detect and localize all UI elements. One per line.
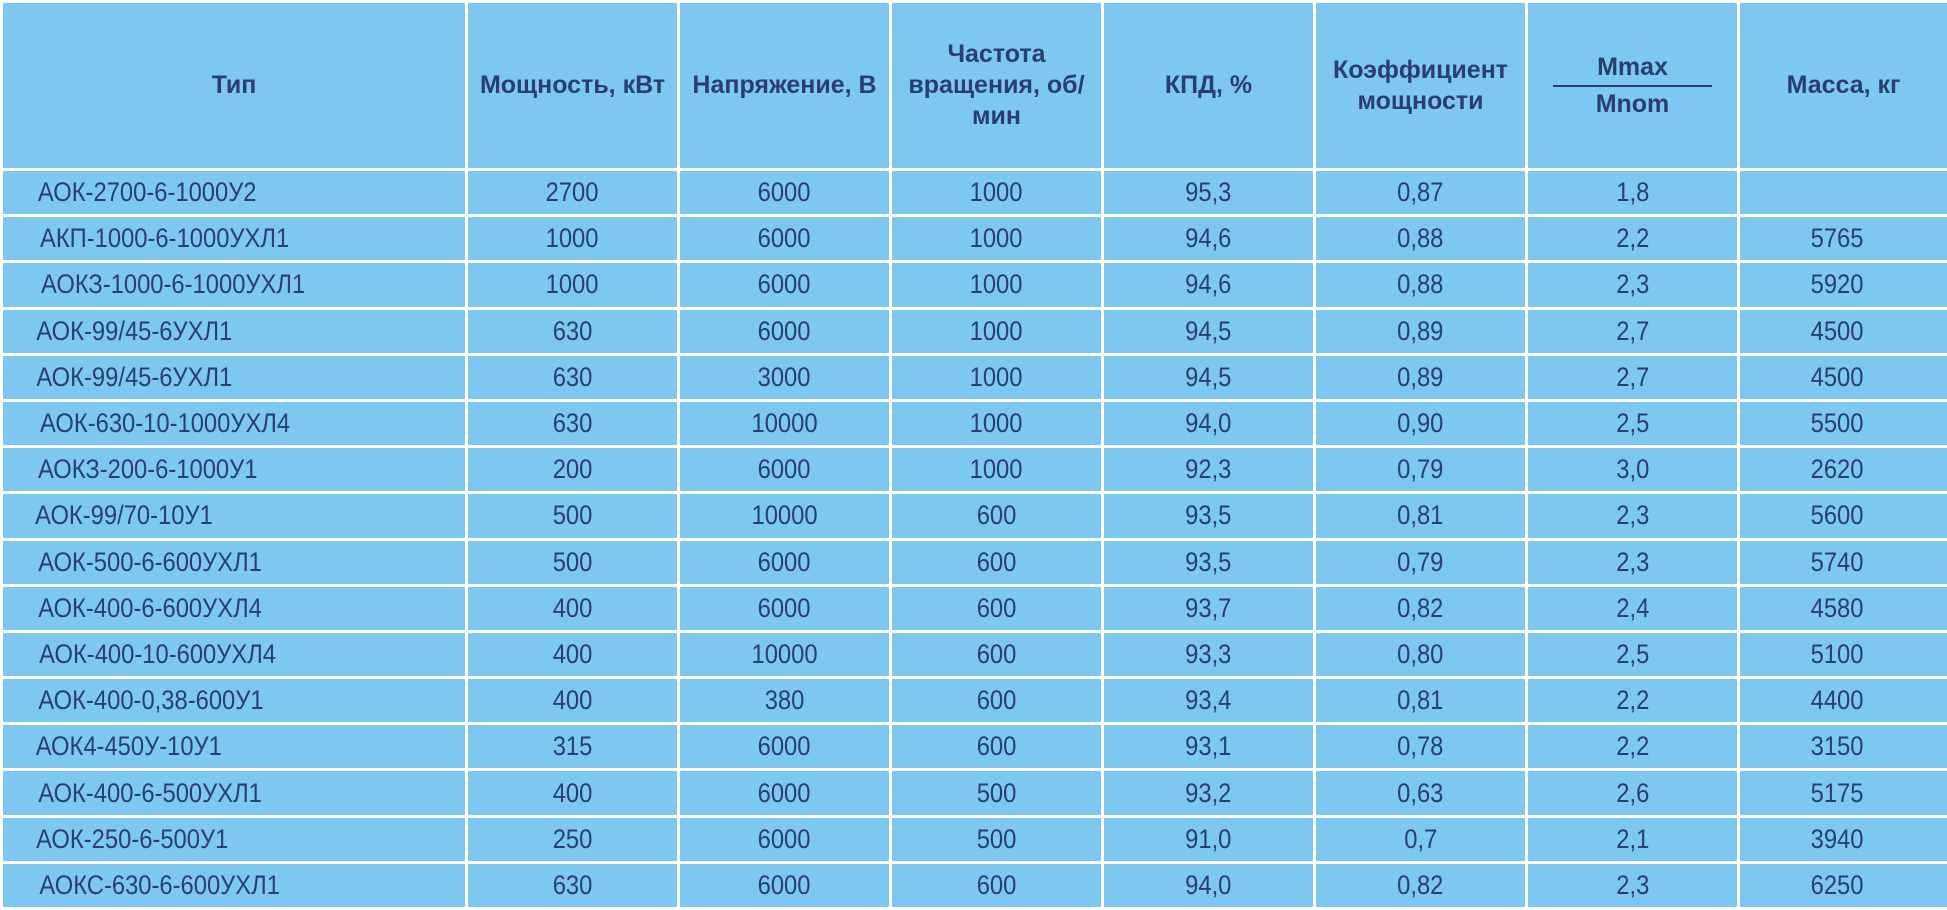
cell-torque-ratio-text: 2,5 <box>1615 408 1650 439</box>
cell-power-factor <box>1315 724 1527 770</box>
cell-voltage <box>679 585 891 631</box>
cell-type <box>2 816 467 862</box>
cell-power <box>467 262 679 308</box>
cell-type <box>2 493 467 539</box>
cell-type-text: АОКЗ-200-6-1000У1 <box>37 454 258 485</box>
cell-torque-ratio <box>1527 724 1739 770</box>
cell-speed-text: 500 <box>976 823 1017 854</box>
cell-power-factor <box>1315 216 1527 262</box>
cell-power-factor-text: 0,82 <box>1397 869 1444 900</box>
cell-speed <box>891 262 1103 308</box>
cell-type <box>2 308 467 354</box>
cell-voltage <box>679 308 891 354</box>
cell-speed-text: 600 <box>976 546 1017 577</box>
cell-torque-ratio-text: 2,7 <box>1615 315 1650 346</box>
cell-efficiency-text: 94,0 <box>1185 408 1232 439</box>
cell-power <box>467 354 679 400</box>
cell-type-text: АОК-400-6-500УХЛ1 <box>38 777 262 808</box>
table-row <box>2 354 1947 400</box>
cell-voltage-text: 10000 <box>751 408 818 439</box>
cell-speed <box>891 631 1103 677</box>
cell-type <box>2 216 467 262</box>
cell-speed <box>891 816 1103 862</box>
cell-voltage-text: 3000 <box>758 361 811 392</box>
cell-power-factor <box>1315 678 1527 724</box>
cell-torque-ratio <box>1527 816 1739 862</box>
cell-voltage <box>679 262 891 308</box>
cell-mass-text: 4400 <box>1810 685 1864 716</box>
cell-type-text: АОК-400-6-600УХЛ4 <box>38 592 262 623</box>
cell-efficiency-text: 93,1 <box>1185 731 1232 762</box>
cell-torque-ratio-text: 1,8 <box>1615 177 1650 208</box>
cell-type-text: АОК-99/45-6УХЛ1 <box>36 315 233 346</box>
cell-voltage <box>679 400 891 446</box>
cell-speed-text: 1000 <box>970 408 1023 439</box>
cell-torque-ratio <box>1527 447 1739 493</box>
cell-efficiency <box>1103 354 1315 400</box>
table-row <box>2 262 1947 308</box>
cell-voltage <box>679 862 891 908</box>
cell-voltage-text: 6000 <box>758 223 811 254</box>
cell-efficiency-text: 93,2 <box>1185 777 1232 808</box>
cell-power-text: 250 <box>552 823 593 854</box>
cell-speed-text: 600 <box>976 731 1017 762</box>
cell-efficiency <box>1103 585 1315 631</box>
cell-speed <box>891 862 1103 908</box>
cell-power <box>467 216 679 262</box>
cell-speed <box>891 400 1103 446</box>
cell-voltage-text: 6000 <box>758 315 811 346</box>
table-row <box>2 308 1947 354</box>
cell-mass <box>1739 862 1947 908</box>
cell-mass <box>1739 400 1947 446</box>
cell-voltage-text: 6000 <box>758 823 811 854</box>
table-header <box>2 2 1947 170</box>
cell-power-factor-text: 0,81 <box>1397 500 1444 531</box>
cell-type-text: АОК-630-10-1000УХЛ4 <box>40 408 291 439</box>
cell-power-factor <box>1315 262 1527 308</box>
cell-power-text: 630 <box>552 361 593 392</box>
cell-mass-text: 4500 <box>1810 361 1864 392</box>
cell-type-text: АОК-99/70-10У1 <box>35 500 213 531</box>
cell-efficiency <box>1103 493 1315 539</box>
cell-power-factor-text: 0,89 <box>1397 315 1444 346</box>
cell-torque-ratio <box>1527 678 1739 724</box>
table-row <box>2 447 1947 493</box>
cell-voltage-text: 10000 <box>751 638 818 669</box>
cell-speed-text: 500 <box>976 777 1017 808</box>
cell-power-factor <box>1315 585 1527 631</box>
cell-power <box>467 724 679 770</box>
cell-efficiency-text: 94,6 <box>1185 269 1232 300</box>
cell-efficiency <box>1103 539 1315 585</box>
cell-power <box>467 308 679 354</box>
cell-torque-ratio-text: 2,5 <box>1615 638 1650 669</box>
header-speed: Частота вращения, об/мин <box>891 2 1103 170</box>
cell-voltage-text: 6000 <box>758 454 811 485</box>
cell-mass-text: 5100 <box>1810 638 1864 669</box>
cell-power-text: 1000 <box>546 223 599 254</box>
cell-voltage-text: 6000 <box>758 546 811 577</box>
cell-type <box>2 585 467 631</box>
cell-torque-ratio <box>1527 862 1739 908</box>
table-row <box>2 400 1947 446</box>
cell-mass <box>1739 170 1947 216</box>
cell-mass-text: 4500 <box>1810 315 1864 346</box>
cell-speed <box>891 170 1103 216</box>
cell-speed-text: 1000 <box>970 454 1023 485</box>
cell-speed-text: 1000 <box>970 223 1023 254</box>
cell-power-factor-text: 0,90 <box>1397 408 1444 439</box>
cell-torque-ratio <box>1527 170 1739 216</box>
cell-torque-ratio-text: 2,2 <box>1615 731 1650 762</box>
header-torque-ratio <box>1527 2 1739 170</box>
cell-efficiency-text: 93,5 <box>1185 500 1232 531</box>
cell-power <box>467 493 679 539</box>
cell-mass <box>1739 539 1947 585</box>
cell-efficiency-text: 94,6 <box>1185 223 1232 254</box>
cell-speed <box>891 724 1103 770</box>
cell-speed <box>891 216 1103 262</box>
cell-power-text: 400 <box>552 638 593 669</box>
cell-torque-ratio <box>1527 262 1739 308</box>
cell-power-text: 400 <box>552 777 593 808</box>
cell-mass <box>1739 493 1947 539</box>
cell-voltage-text: 6000 <box>758 269 811 300</box>
cell-torque-ratio-text: 2,2 <box>1615 223 1650 254</box>
cell-power-factor <box>1315 770 1527 816</box>
cell-torque-ratio-text: 2,3 <box>1615 500 1650 531</box>
cell-speed-text: 600 <box>976 638 1017 669</box>
cell-speed-text: 1000 <box>970 269 1023 300</box>
table-row <box>2 678 1947 724</box>
torque-ratio-numerator: Mmax <box>1553 52 1712 87</box>
cell-mass <box>1739 816 1947 862</box>
cell-power-factor <box>1315 170 1527 216</box>
cell-voltage <box>679 354 891 400</box>
cell-efficiency <box>1103 262 1315 308</box>
cell-mass-text: 5500 <box>1810 408 1864 439</box>
table-row <box>2 724 1947 770</box>
cell-power-factor <box>1315 862 1527 908</box>
cell-mass <box>1739 308 1947 354</box>
table-row <box>2 539 1947 585</box>
cell-speed-text: 1000 <box>970 177 1023 208</box>
cell-type <box>2 447 467 493</box>
cell-torque-ratio <box>1527 585 1739 631</box>
cell-power-factor-text: 0,79 <box>1397 546 1444 577</box>
cell-torque-ratio-text: 2,1 <box>1615 823 1650 854</box>
table-row <box>2 493 1947 539</box>
cell-speed <box>891 678 1103 724</box>
cell-power-text: 2700 <box>546 177 599 208</box>
cell-efficiency <box>1103 770 1315 816</box>
cell-voltage <box>679 770 891 816</box>
cell-voltage <box>679 816 891 862</box>
cell-power-factor <box>1315 400 1527 446</box>
cell-mass <box>1739 631 1947 677</box>
table-row <box>2 170 1947 216</box>
cell-type <box>2 770 467 816</box>
cell-power <box>467 631 679 677</box>
cell-power-text: 500 <box>552 500 593 531</box>
cell-voltage-text: 10000 <box>751 500 818 531</box>
table-body <box>2 170 1947 909</box>
cell-speed-text: 1000 <box>970 361 1023 392</box>
cell-torque-ratio-text: 2,3 <box>1615 869 1650 900</box>
cell-voltage <box>679 724 891 770</box>
cell-type-text: АОК-99/45-6УХЛ1 <box>36 361 233 392</box>
cell-voltage <box>679 493 891 539</box>
cell-voltage <box>679 539 891 585</box>
cell-torque-ratio <box>1527 354 1739 400</box>
cell-type <box>2 400 467 446</box>
cell-type-text: АКП-1000-6-1000УХЛ1 <box>39 223 290 254</box>
cell-type <box>2 354 467 400</box>
cell-torque-ratio-text: 2,3 <box>1615 269 1650 300</box>
cell-speed-text: 1000 <box>970 315 1023 346</box>
cell-voltage-text: 6000 <box>758 592 811 623</box>
cell-speed <box>891 493 1103 539</box>
cell-power-text: 630 <box>552 408 593 439</box>
cell-type-text: АОКС-630-6-600УХЛ1 <box>39 869 280 900</box>
cell-type <box>2 539 467 585</box>
cell-efficiency-text: 94,0 <box>1185 869 1232 900</box>
cell-speed <box>891 447 1103 493</box>
header-voltage: Напряжение, В <box>679 2 891 170</box>
cell-power <box>467 816 679 862</box>
cell-voltage <box>679 631 891 677</box>
cell-torque-ratio-text: 2,3 <box>1615 546 1650 577</box>
header-efficiency: КПД, % <box>1103 2 1315 170</box>
cell-efficiency-text: 94,5 <box>1185 361 1232 392</box>
cell-power-factor <box>1315 447 1527 493</box>
table-row <box>2 585 1947 631</box>
cell-mass <box>1739 770 1947 816</box>
cell-efficiency <box>1103 631 1315 677</box>
cell-power-factor-text: 0,82 <box>1397 592 1444 623</box>
cell-power-factor-text: 0,63 <box>1397 777 1444 808</box>
cell-voltage <box>679 170 891 216</box>
table-row <box>2 770 1947 816</box>
cell-type <box>2 678 467 724</box>
cell-mass <box>1739 678 1947 724</box>
cell-torque-ratio-text: 3,0 <box>1615 454 1650 485</box>
cell-power-text: 500 <box>552 546 593 577</box>
cell-type <box>2 262 467 308</box>
cell-mass-text: 3940 <box>1810 823 1864 854</box>
cell-speed-text: 600 <box>976 500 1017 531</box>
cell-type <box>2 631 467 677</box>
cell-power-factor <box>1315 493 1527 539</box>
header-type: Тип <box>2 2 467 170</box>
table-row <box>2 216 1947 262</box>
cell-mass <box>1739 354 1947 400</box>
cell-power-factor-text: 0,88 <box>1397 269 1444 300</box>
cell-type-text: АОК-500-6-600УХЛ1 <box>38 546 262 577</box>
cell-efficiency <box>1103 308 1315 354</box>
cell-voltage-text: 380 <box>764 685 805 716</box>
cell-power-text: 630 <box>552 315 593 346</box>
cell-efficiency <box>1103 400 1315 446</box>
cell-power-text: 1000 <box>546 269 599 300</box>
torque-ratio-fraction <box>1553 52 1712 120</box>
cell-torque-ratio-text: 2,4 <box>1615 592 1650 623</box>
cell-voltage <box>679 678 891 724</box>
cell-mass <box>1739 216 1947 262</box>
cell-efficiency <box>1103 678 1315 724</box>
cell-power-text: 400 <box>552 592 593 623</box>
cell-power-text: 315 <box>552 731 593 762</box>
cell-power-factor-text: 0,80 <box>1397 638 1444 669</box>
cell-torque-ratio <box>1527 216 1739 262</box>
cell-torque-ratio <box>1527 631 1739 677</box>
table-row <box>2 631 1947 677</box>
cell-power-factor-text: 0,88 <box>1397 223 1444 254</box>
cell-mass <box>1739 724 1947 770</box>
cell-speed <box>891 308 1103 354</box>
cell-efficiency-text: 93,3 <box>1185 638 1232 669</box>
header-power: Мощность, кВт <box>467 2 679 170</box>
cell-speed-text: 600 <box>976 592 1017 623</box>
cell-torque-ratio <box>1527 493 1739 539</box>
cell-power-text: 400 <box>552 685 593 716</box>
cell-power-factor-text: 0,87 <box>1397 177 1444 208</box>
cell-efficiency <box>1103 216 1315 262</box>
cell-power-factor <box>1315 354 1527 400</box>
cell-mass-text: 6250 <box>1810 869 1864 900</box>
cell-torque-ratio-text: 2,7 <box>1615 361 1650 392</box>
cell-mass-text: 4580 <box>1810 592 1864 623</box>
cell-voltage-text: 6000 <box>758 869 811 900</box>
cell-efficiency <box>1103 816 1315 862</box>
cell-power-text: 630 <box>552 869 593 900</box>
cell-efficiency-text: 93,5 <box>1185 546 1232 577</box>
cell-speed-text: 600 <box>976 869 1017 900</box>
cell-power-factor <box>1315 539 1527 585</box>
cell-mass-text: 5740 <box>1810 546 1864 577</box>
cell-type-text: АОК4-450У-10У1 <box>35 731 222 762</box>
cell-speed <box>891 539 1103 585</box>
cell-power-factor-text: 0,79 <box>1397 454 1444 485</box>
cell-efficiency-text: 91,0 <box>1185 823 1232 854</box>
cell-mass-text: 5920 <box>1810 269 1864 300</box>
cell-mass-text: 3150 <box>1810 731 1864 762</box>
cell-mass <box>1739 262 1947 308</box>
cell-voltage <box>679 447 891 493</box>
cell-mass-text: 5600 <box>1810 500 1864 531</box>
cell-power <box>467 447 679 493</box>
cell-type-text: АОК-400-10-600УХЛ4 <box>39 638 277 669</box>
cell-efficiency <box>1103 170 1315 216</box>
cell-power <box>467 170 679 216</box>
cell-power-factor-text: 0,89 <box>1397 361 1444 392</box>
cell-voltage-text: 6000 <box>758 177 811 208</box>
cell-torque-ratio <box>1527 400 1739 446</box>
cell-speed <box>891 770 1103 816</box>
header-mass: Масса, кг <box>1739 2 1947 170</box>
cell-torque-ratio-text: 2,2 <box>1615 685 1650 716</box>
cell-torque-ratio <box>1527 308 1739 354</box>
cell-efficiency <box>1103 724 1315 770</box>
cell-mass <box>1739 447 1947 493</box>
cell-type <box>2 862 467 908</box>
cell-power-factor <box>1315 308 1527 354</box>
cell-power <box>467 539 679 585</box>
cell-type-text: АОК-250-6-500У1 <box>36 823 229 854</box>
cell-power <box>467 678 679 724</box>
cell-power <box>467 862 679 908</box>
cell-mass-text: 2620 <box>1810 454 1864 485</box>
cell-voltage-text: 6000 <box>758 777 811 808</box>
cell-mass <box>1739 585 1947 631</box>
cell-torque-ratio <box>1527 539 1739 585</box>
cell-efficiency-text: 95,3 <box>1185 177 1232 208</box>
cell-mass-text: 5765 <box>1810 223 1864 254</box>
cell-type-text: АОКЗ-1000-6-1000УХЛ1 <box>41 269 306 300</box>
cell-power <box>467 400 679 446</box>
cell-efficiency-text: 92,3 <box>1185 454 1232 485</box>
cell-type <box>2 724 467 770</box>
cell-speed-text: 600 <box>976 685 1017 716</box>
header-power-factor: Коэффициент мощности <box>1315 2 1527 170</box>
cell-mass-text: 5175 <box>1810 777 1864 808</box>
cell-voltage <box>679 216 891 262</box>
cell-power <box>467 770 679 816</box>
cell-efficiency <box>1103 862 1315 908</box>
cell-type-text: АОК-400-0,38-600У1 <box>38 685 264 716</box>
cell-type <box>2 170 467 216</box>
cell-type-text: АОК-2700-6-1000У2 <box>37 177 257 208</box>
cell-power-factor-text: 0,78 <box>1397 731 1444 762</box>
cell-torque-ratio <box>1527 770 1739 816</box>
header-row <box>2 2 1947 170</box>
cell-speed <box>891 354 1103 400</box>
table-row <box>2 816 1947 862</box>
cell-power-factor <box>1315 816 1527 862</box>
cell-power <box>467 585 679 631</box>
cell-speed <box>891 585 1103 631</box>
cell-efficiency-text: 93,4 <box>1185 685 1232 716</box>
cell-power-factor <box>1315 631 1527 677</box>
cell-power-factor-text: 0,81 <box>1397 685 1444 716</box>
cell-efficiency <box>1103 447 1315 493</box>
cell-power-text: 200 <box>552 454 593 485</box>
cell-efficiency-text: 93,7 <box>1185 592 1232 623</box>
torque-ratio-denominator: Mnom <box>1595 89 1670 118</box>
cell-efficiency-text: 94,5 <box>1185 315 1232 346</box>
cell-torque-ratio-text: 2,6 <box>1615 777 1650 808</box>
cell-voltage-text: 6000 <box>758 731 811 762</box>
cell-power-factor-text: 0,7 <box>1403 823 1438 854</box>
table-row <box>2 862 1947 908</box>
